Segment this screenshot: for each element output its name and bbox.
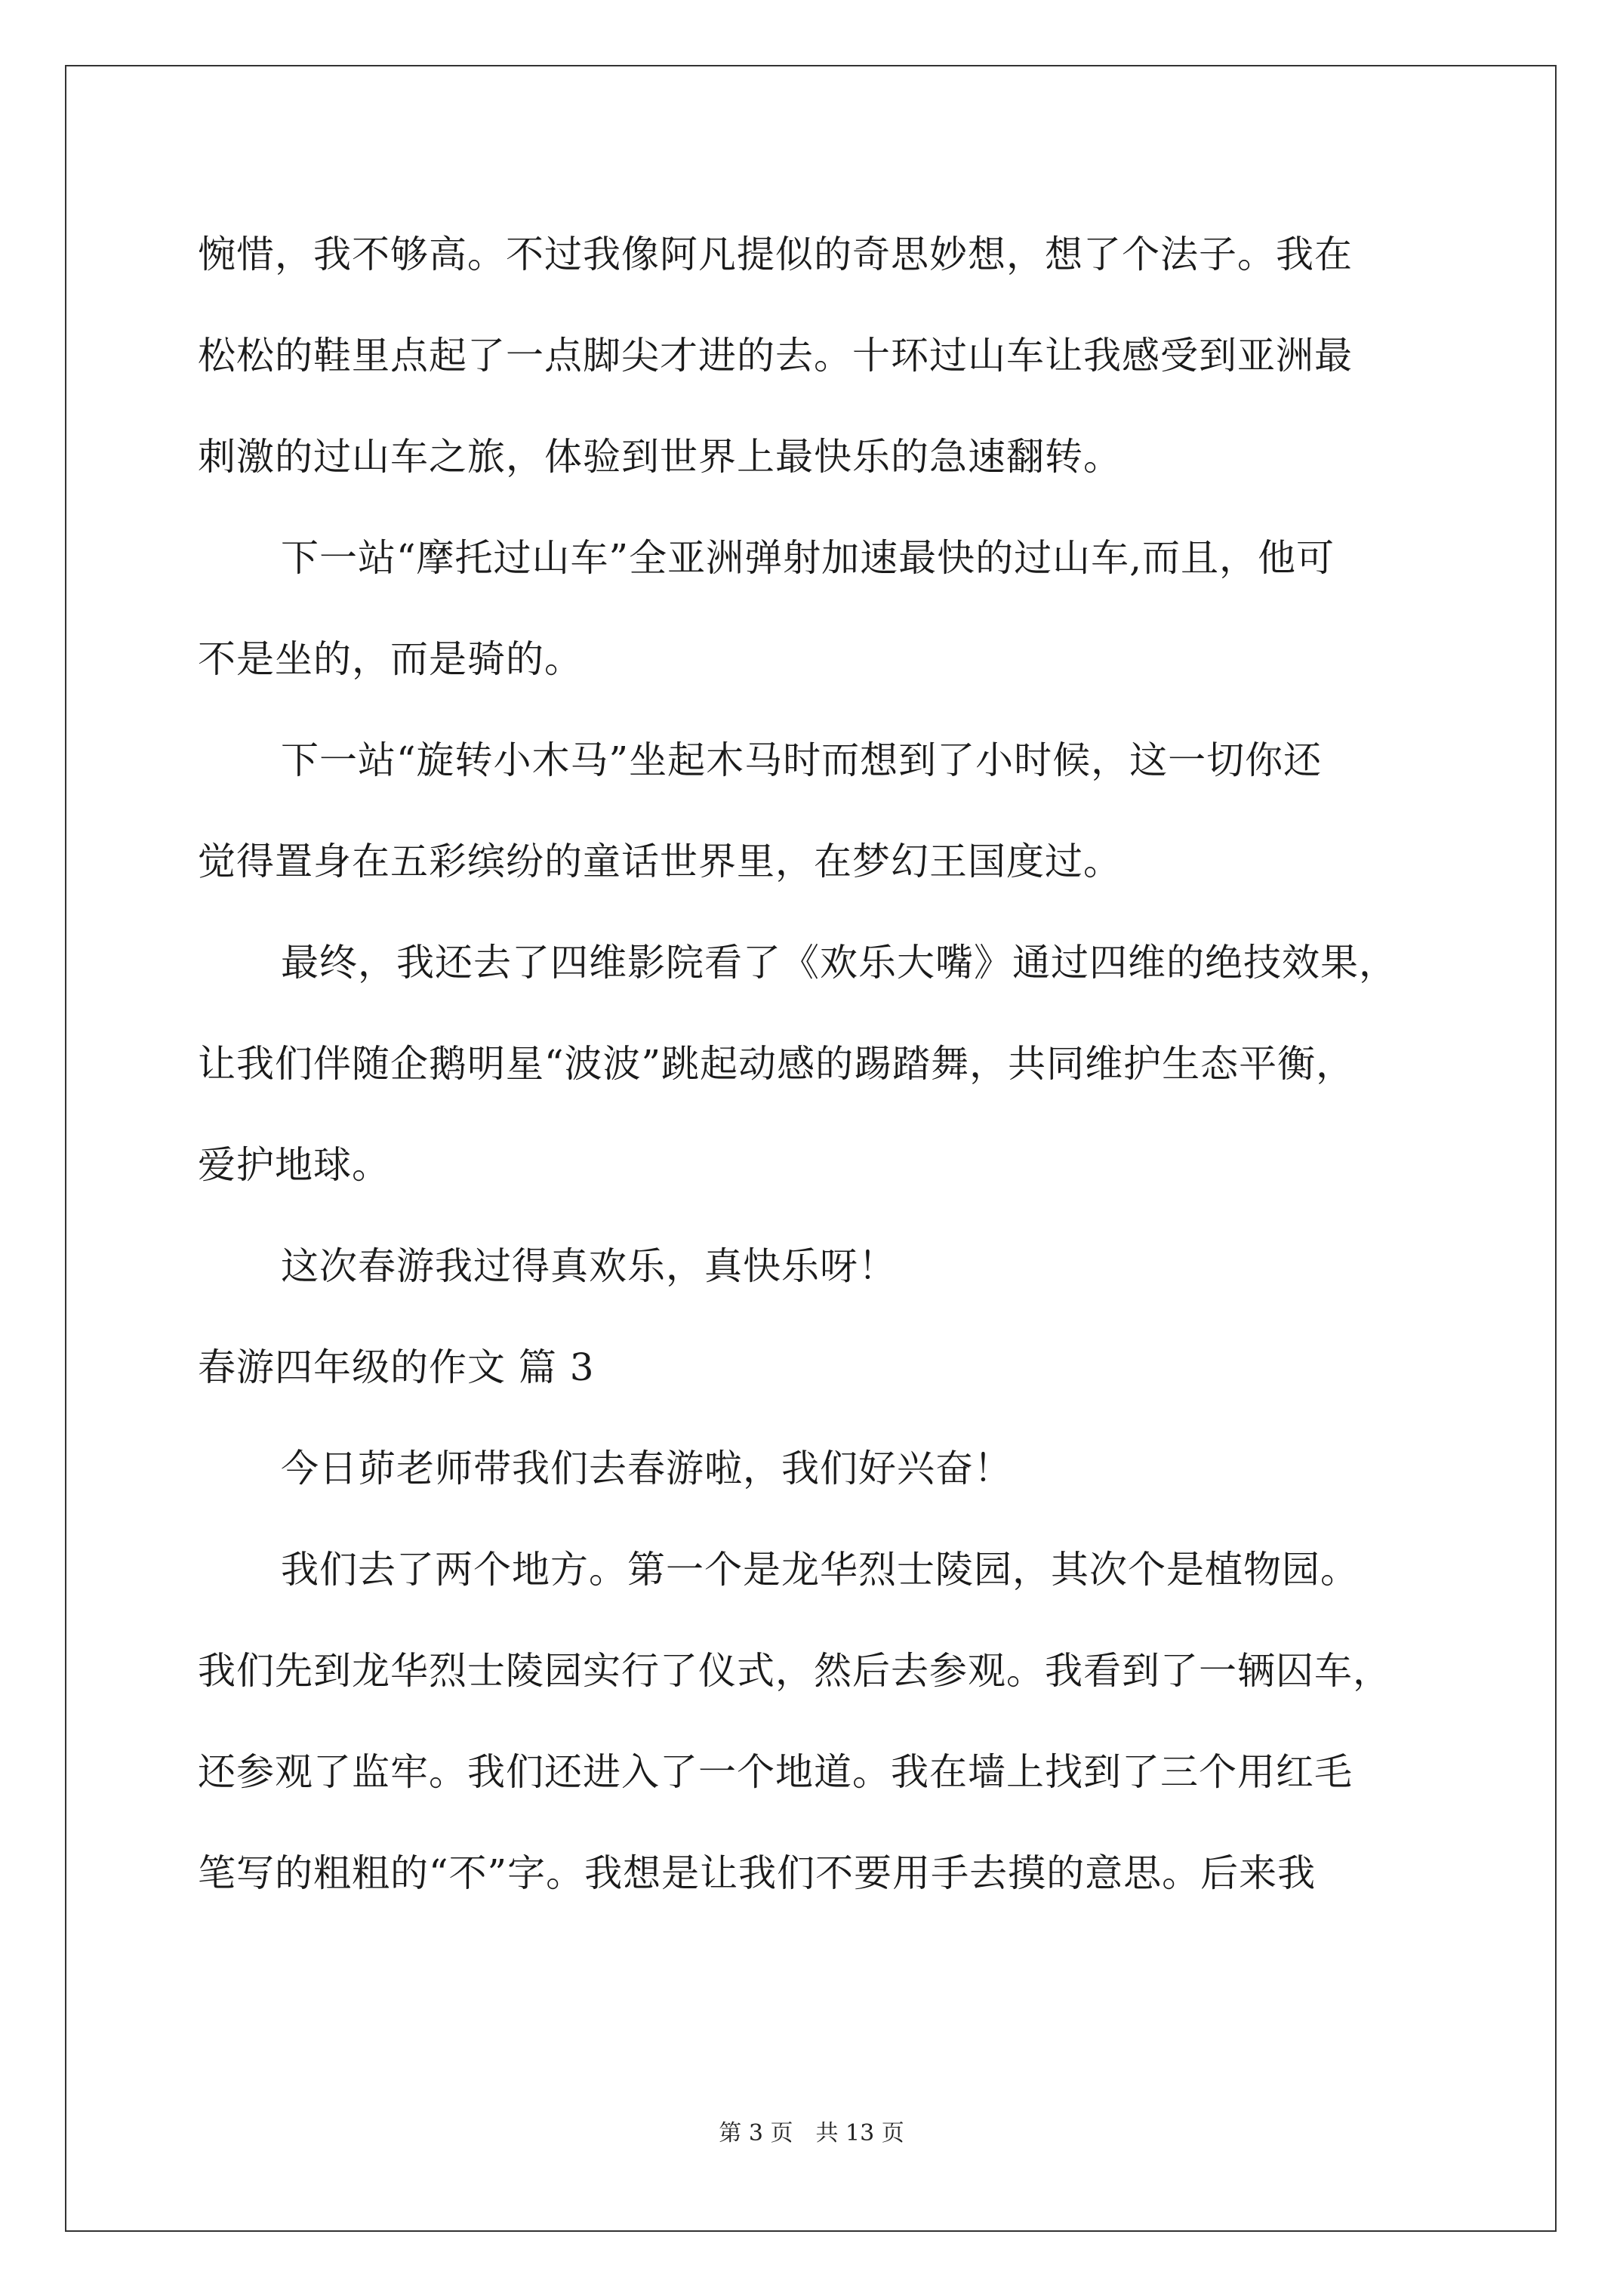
document-body	[198, 204, 1436, 1924]
text-line: 下一站“摩托过山车”全亚洲弹射加速最快的过山车,而且，他可	[281, 536, 1335, 580]
text-line: 惋惜，我不够高。不过我像阿凡提似的奇思妙想，想了个法子。我在	[198, 233, 1353, 276]
text-line: 不是坐的，而是骑的。	[198, 637, 583, 681]
text-line: 还参观了监牢。我们还进入了一个地道。我在墙上找到了三个用红毛	[198, 1750, 1353, 1794]
text-line: 刺激的过山车之旅，体验到世界上最快乐的急速翻转。	[198, 435, 1122, 479]
text-line: 爱护地球。	[198, 1143, 390, 1187]
text-line: 觉得置身在五彩缤纷的童话世界里，在梦幻王国度过。	[198, 840, 1122, 883]
text-line: 我们去了两个地方。第一个是龙华烈士陵园，其次个是植物园。	[281, 1548, 1359, 1592]
page-number: 第 3 页 共 13 页	[719, 2120, 904, 2147]
text-line: 这次春游我过得真欢乐，真快乐呀！	[281, 1244, 897, 1288]
text-line: 让我们伴随企鹅明星“波波”跳起动感的踢踏舞，共同维护生态平衡，	[198, 1042, 1355, 1086]
text-line: 最终，我还去了四维影院看了《欢乐大嘴》通过四维的绝技效果，	[281, 941, 1397, 985]
section-heading: 春游四年级的作文 篇 3	[198, 1345, 595, 1389]
text-line: 今日茆老师带我们去春游啦，我们好兴奋！	[281, 1447, 1012, 1490]
text-line: 笔写的粗粗的“不”字。我想是让我们不要用手去摸的意思。后来我	[198, 1851, 1317, 1895]
text-line: 我们先到龙华烈士陵园实行了仪式，然后去参观。我看到了一辆囚车，	[198, 1649, 1391, 1693]
text-line: 下一站“旋转小木马”坐起木马时而想到了小时候，这一切你还	[281, 738, 1323, 782]
text-line: 松松的鞋里点起了一点脚尖才进的去。十环过山车让我感受到亚洲最	[198, 334, 1353, 378]
